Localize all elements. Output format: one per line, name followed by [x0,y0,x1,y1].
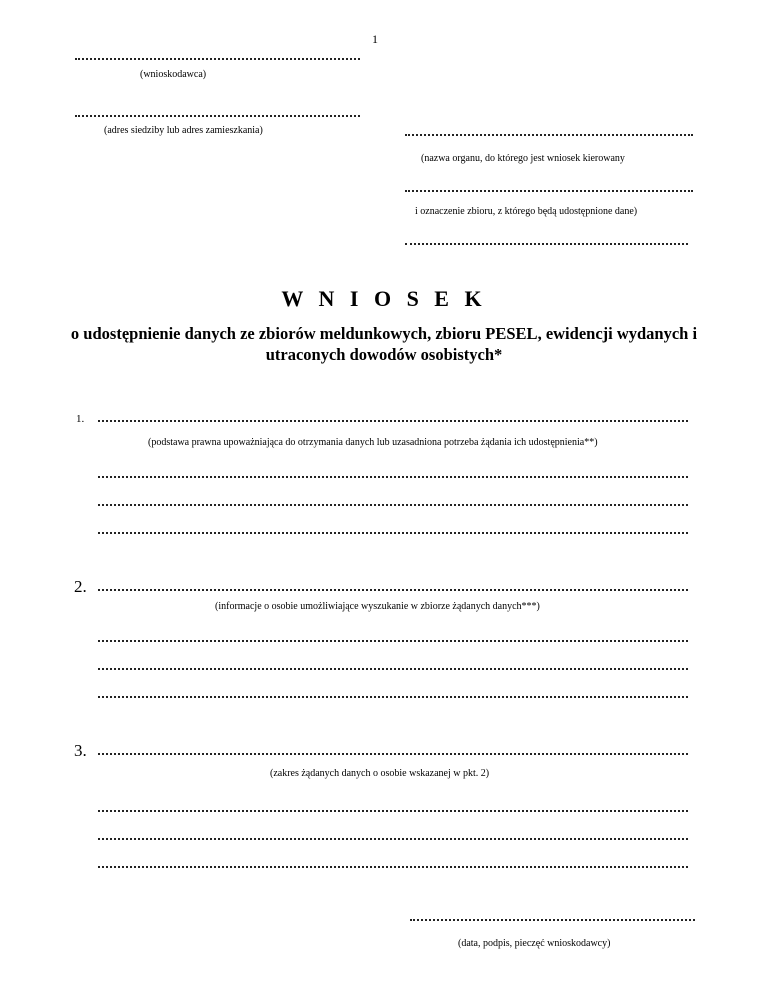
section-2-number: 2. [74,577,87,596]
section-2-line-4[interactable] [98,696,688,698]
section-2-line-3[interactable] [98,668,688,670]
document-subtitle: o udostępnienie danych ze zbiorów meldunkowych, zbioru PESEL, ewidencji wydanych i utraconych dowodów osobistych* [70,324,698,364]
section-2-line-2[interactable] [98,640,688,642]
register-field[interactable] [405,190,693,192]
page-number: 1 [372,32,378,46]
section-3-field[interactable] [98,753,688,755]
section-1-number: 1. [76,413,85,425]
section-1-line-4[interactable] [98,532,688,534]
applicant-field[interactable] [75,58,360,60]
authority-label: (nazwa organu, do którego jest wniosek kierowany [421,153,625,164]
section-2-field[interactable] [98,589,688,591]
applicant-label: (wnioskodawca) [140,69,207,80]
register-label: i oznaczenie zbioru, z którego będą udostępnione dane) [415,206,638,217]
section-3-number: 3. [74,741,87,760]
document-title: W N I O S E K [281,286,487,311]
signature-field[interactable] [410,919,695,921]
section-2-caption: (informacje o osobie umożliwiające wyszukanie w zbiorze żądanych danych***) [215,601,540,612]
section-3-line-3[interactable] [98,838,688,840]
address-label: (adres siedziby lub adres zamieszkania) [104,125,263,136]
authority-field[interactable] [405,134,693,136]
address-field[interactable] [75,115,360,117]
signature-label: (data, podpis, pieczęć wnioskodawcy) [458,938,611,949]
section-1-line-3[interactable] [98,504,688,506]
register-field-continued[interactable] [405,243,688,245]
section-3-line-2[interactable] [98,810,688,812]
section-1-field[interactable] [98,420,688,422]
section-1-line-2[interactable] [98,476,688,478]
section-3-caption: (zakres żądanych danych o osobie wskazanej w pkt. 2) [270,768,490,779]
section-1-caption: (podstawa prawna upoważniająca do otrzymania danych lub uzasadniona potrzeba żądania ich udostępnienia**) [148,437,598,448]
section-3-line-4[interactable] [98,866,688,868]
